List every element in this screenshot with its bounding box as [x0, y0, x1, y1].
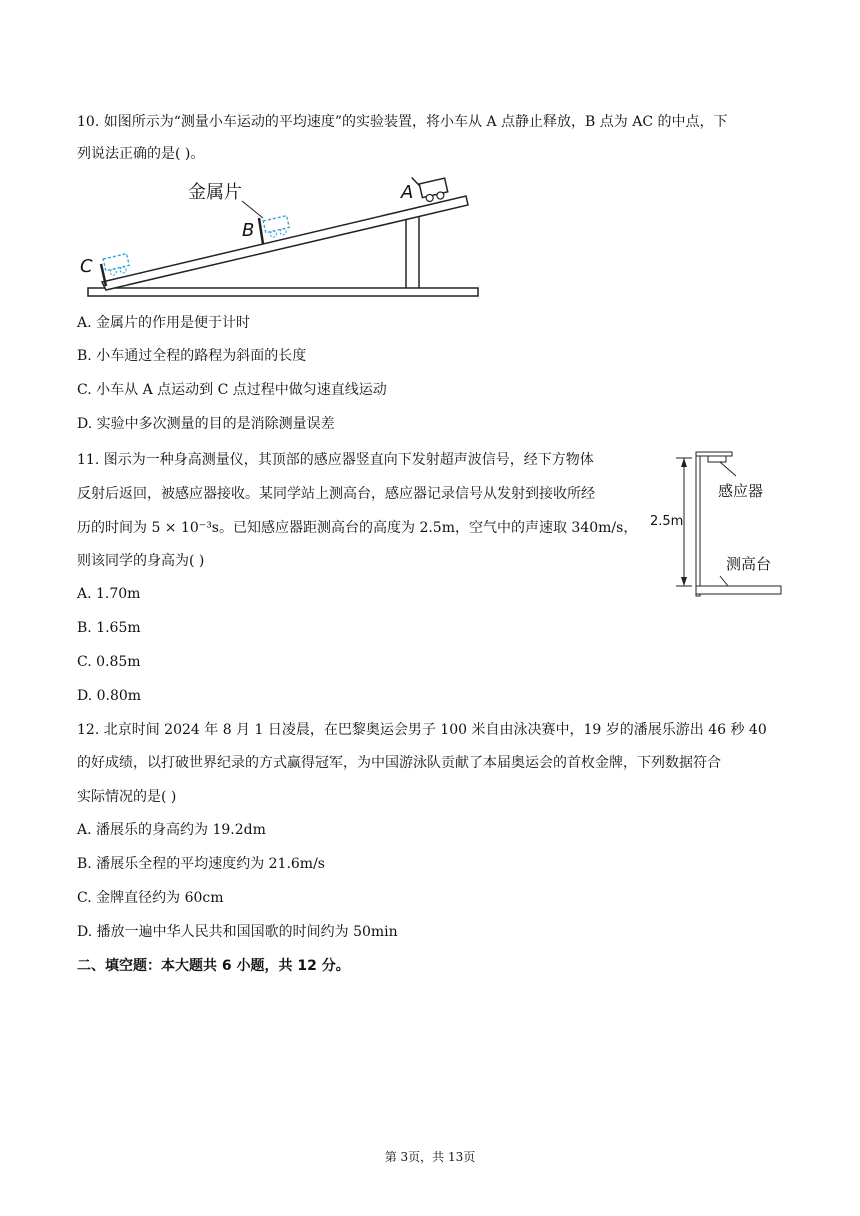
q12-option-c: C. 金牌直径约为 60cm: [77, 890, 224, 906]
q11-option-a: A. 1.70m: [77, 586, 141, 602]
label-b: B: [242, 220, 255, 241]
label-a: A: [401, 182, 414, 203]
q12-option-d: D. 播放一遍中华人民共和国国歌的时间约为 50min: [77, 924, 398, 940]
q12-stem-line-2: 的好成绩，以打破世界纪录的方式赢得冠军，为中国游泳队贡献了本届奥运会的首枚金牌，下列数据符合: [77, 755, 721, 771]
q10-incline-figure: [78, 174, 488, 300]
q12-stem-line-3: 实际情况的是( ): [77, 789, 177, 805]
label-c: C: [80, 256, 93, 277]
q11-height-meter-figure: [650, 446, 785, 600]
label-height: 2.5m: [650, 514, 684, 529]
q10-option-b: B. 小车通过全程的路程为斜面的长度: [77, 348, 307, 364]
q12-option-b: B. 潘展乐全程的平均速度约为 21.6m/s: [77, 856, 325, 872]
q10-option-c: C. 小车从 A 点运动到 C 点过程中做匀速直线运动: [77, 382, 387, 398]
section-heading: 二、填空题：本大题共 6 小题，共 12 分。: [77, 958, 350, 974]
q12-stem-line-1: 12. 北京时间 2024 年 8 月 1 日凌晨，在巴黎奥运会男子 100 米自由泳决赛中，19 岁的潘展乐游出 46 秒 40: [77, 722, 767, 738]
label-sensor: 感应器: [718, 482, 764, 500]
q11-stem-line-2: 反射后返回，被感应器接收。某同学站上测高台，感应器记录信号从发射到接收所经: [77, 486, 595, 502]
q10-option-d: D. 实验中多次测量的目的是消除测量误差: [77, 416, 335, 432]
q11-stem-line-3: 历的时间为 5 × 10⁻³s。已知感应器距测高台的高度为 2.5m，空气中的声速取 340m/s，: [77, 520, 638, 536]
label-metal-sheet: 金属片: [188, 182, 242, 203]
q11-stem-line-1: 11. 图示为一种身高测量仪，其顶部的感应器竖直向下发射超声波信号，经下方物体: [77, 452, 594, 468]
q12-option-a: A. 潘展乐的身高约为 19.2dm: [77, 822, 266, 838]
q11-option-b: B. 1.65m: [77, 620, 141, 636]
q10-option-a: A. 金属片的作用是便于计时: [77, 315, 251, 331]
q11-option-d: D. 0.80m: [77, 688, 142, 704]
q10-stem-line-2: 列说法正确的是( )。: [77, 146, 205, 162]
q10-stem-line-1: 10. 如图所示为“测量小车运动的平均速度”的实验装置，将小车从 A 点静止释放，B 点为 AC 的中点，下: [77, 114, 728, 130]
q11-stem-line-4: 则该同学的身高为( ): [77, 553, 205, 569]
label-platform: 测高台: [726, 555, 772, 573]
page-footer: 第 3页，共 13页: [384, 1150, 476, 1164]
q11-option-c: C. 0.85m: [77, 654, 141, 670]
